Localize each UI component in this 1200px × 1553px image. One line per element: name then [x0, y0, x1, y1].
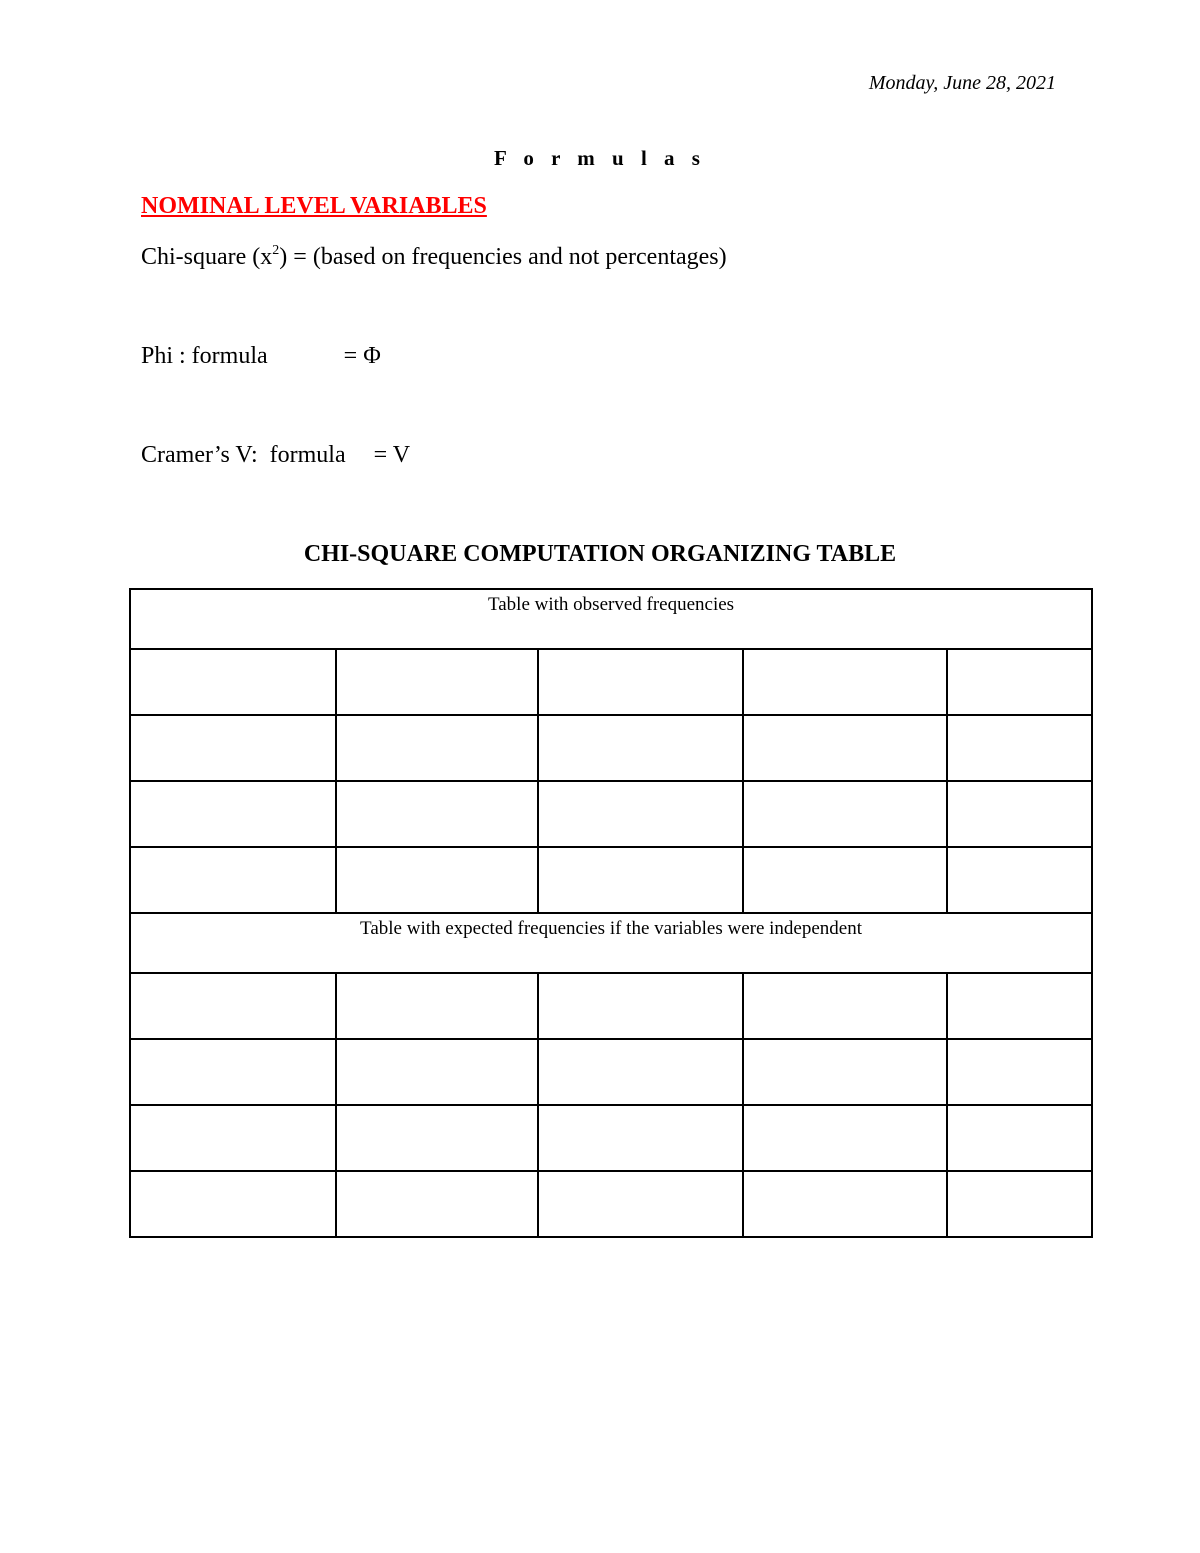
chi-square-organizing-table	[129, 588, 1093, 1238]
observed-caption-row	[130, 589, 1092, 649]
table-row	[130, 847, 1092, 913]
expected-caption: Table with expected frequencies if the variables were independent	[130, 913, 1092, 973]
table-cell	[743, 781, 947, 847]
expected-caption-row	[130, 913, 1092, 973]
table-cell	[130, 649, 336, 715]
table-cell	[336, 973, 538, 1039]
table-cell	[947, 781, 1092, 847]
table-cell	[130, 1171, 336, 1237]
cramer-value: = V	[373, 442, 411, 468]
table-cell	[743, 715, 947, 781]
table-row	[130, 1105, 1092, 1171]
table-cell	[743, 1105, 947, 1171]
chi-square-prefix: Chi-square (x	[141, 244, 273, 270]
table-cell	[130, 1039, 336, 1105]
table-cell	[130, 1105, 336, 1171]
table-cell	[743, 1039, 947, 1105]
table-cell	[538, 1105, 743, 1171]
table-cell	[336, 649, 538, 715]
table-cell	[130, 973, 336, 1039]
phi-value: = Φ	[343, 343, 381, 369]
observed-caption: Table with observed frequencies	[130, 589, 1092, 649]
table-cell	[947, 973, 1092, 1039]
document-date: Monday, June 28, 2021	[868, 72, 1056, 94]
table-cell	[947, 1105, 1092, 1171]
table-row	[130, 973, 1092, 1039]
cramer-label: Cramer’s V: formula	[141, 442, 346, 468]
table-cell	[336, 1171, 538, 1237]
table-cell	[538, 781, 743, 847]
table-cell	[947, 847, 1092, 913]
table-cell	[538, 649, 743, 715]
table-cell	[336, 1105, 538, 1171]
section-heading-nominal: NOMINAL LEVEL VARIABLES	[141, 193, 487, 219]
table-cell	[743, 1171, 947, 1237]
table-cell	[538, 847, 743, 913]
table-cell	[130, 781, 336, 847]
chi-square-line	[141, 244, 727, 271]
page-title: F o r m u l a s	[494, 146, 706, 170]
table-row	[130, 1171, 1092, 1237]
table-cell	[336, 1039, 538, 1105]
table-cell	[947, 715, 1092, 781]
table-cell	[130, 847, 336, 913]
table-cell	[336, 781, 538, 847]
chi-square-superscript: 2	[272, 243, 280, 258]
table-cell	[743, 847, 947, 913]
table-cell	[538, 715, 743, 781]
table-cell	[947, 1171, 1092, 1237]
table-cell	[743, 973, 947, 1039]
table-cell	[336, 715, 538, 781]
table-cell	[538, 973, 743, 1039]
table-cell	[336, 847, 538, 913]
phi-line	[141, 343, 381, 370]
phi-label: Phi : formula	[141, 343, 268, 369]
chi-square-suffix: ) = (based on frequencies and not percentages)	[279, 244, 727, 270]
cramer-line	[141, 442, 410, 469]
table-cell	[743, 649, 947, 715]
table-cell	[538, 1039, 743, 1105]
table-cell	[538, 1171, 743, 1237]
table-row	[130, 649, 1092, 715]
table-row	[130, 1039, 1092, 1105]
computation-table-title: CHI-SQUARE COMPUTATION ORGANIZING TABLE	[303, 541, 897, 567]
table-cell	[130, 715, 336, 781]
table-cell	[947, 1039, 1092, 1105]
table-row	[130, 781, 1092, 847]
table-row	[130, 715, 1092, 781]
table-cell	[947, 649, 1092, 715]
